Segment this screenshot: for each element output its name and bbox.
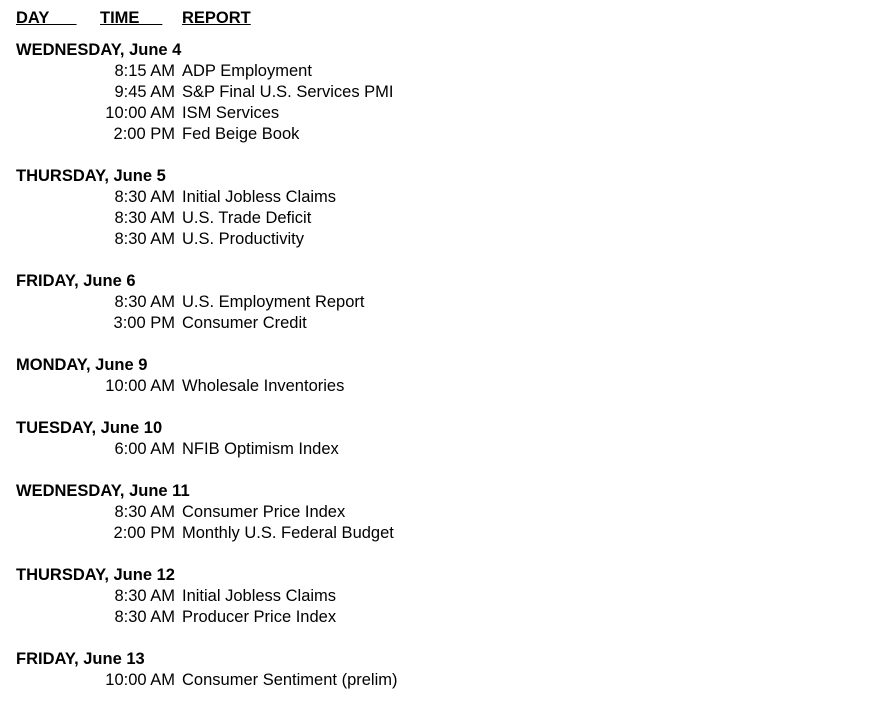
day-title: THURSDAY, June 12: [16, 566, 175, 584]
event-time: 3:00 PM: [113, 314, 175, 332]
event-report: Consumer Credit: [182, 314, 307, 332]
event-time: 8:30 AM: [114, 293, 175, 311]
event-row: [16, 208, 876, 229]
day-title: FRIDAY, June 13: [16, 650, 145, 668]
event-report: Consumer Price Index: [182, 503, 346, 521]
event-time: 8:30 AM: [114, 587, 175, 605]
event-time: 10:00 AM: [105, 377, 175, 395]
event-time: 2:00 PM: [113, 125, 175, 143]
day-block: [16, 649, 876, 691]
event-row: [16, 187, 876, 208]
event-row: [16, 61, 876, 82]
event-report: NFIB Optimism Index: [182, 440, 339, 458]
day-title: WEDNESDAY, June 4: [16, 41, 182, 59]
event-time: 8:30 AM: [114, 209, 175, 227]
event-time: 8:30 AM: [114, 230, 175, 248]
event-report: Initial Jobless Claims: [182, 587, 337, 605]
day-block: [16, 271, 876, 334]
event-row: [16, 313, 876, 334]
event-time: 9:45 AM: [114, 83, 175, 101]
day-title: THURSDAY, June 5: [16, 167, 166, 185]
event-report: U.S. Productivity: [182, 230, 304, 248]
day-title: TUESDAY, June 10: [16, 419, 163, 437]
day-block: [16, 418, 876, 460]
day-block: [16, 166, 876, 250]
event-time: 8:15 AM: [114, 62, 175, 80]
event-report: Monthly U.S. Federal Budget: [182, 524, 394, 542]
event-report: U.S. Trade Deficit: [182, 209, 312, 227]
event-report: S&P Final U.S. Services PMI: [182, 83, 394, 101]
day-title: MONDAY, June 9: [16, 356, 148, 374]
day-block: [16, 40, 876, 145]
event-time: 10:00 AM: [105, 671, 175, 689]
column-header-row: [16, 8, 876, 29]
day-block: [16, 355, 876, 397]
event-row: [16, 607, 876, 628]
event-report: Initial Jobless Claims: [182, 188, 337, 206]
day-block: [16, 481, 876, 544]
day-title: FRIDAY, June 6: [16, 272, 136, 290]
event-report: ISM Services: [182, 104, 280, 122]
event-time: 8:30 AM: [114, 608, 175, 626]
event-time: 8:30 AM: [114, 188, 175, 206]
day-block: [16, 565, 876, 628]
event-row: [16, 523, 876, 544]
event-report: Wholesale Inventories: [182, 377, 345, 395]
event-report: Consumer Sentiment (prelim): [182, 671, 398, 689]
day-column-header: DAY: [16, 9, 77, 27]
event-row: [16, 502, 876, 523]
event-row: [16, 82, 876, 103]
event-row: [16, 124, 876, 145]
event-time: 6:00 AM: [114, 440, 175, 458]
event-row: [16, 670, 876, 691]
event-row: [16, 376, 876, 397]
event-time: 10:00 AM: [105, 104, 175, 122]
event-report: U.S. Employment Report: [182, 293, 365, 311]
event-row: [16, 229, 876, 250]
economic-calendar: [16, 8, 876, 691]
event-row: [16, 439, 876, 460]
day-title: WEDNESDAY, June 11: [16, 482, 190, 500]
event-time: 8:30 AM: [114, 503, 175, 521]
event-row: [16, 586, 876, 607]
report-column-header: REPORT: [182, 9, 251, 27]
event-row: [16, 292, 876, 313]
event-report: Producer Price Index: [182, 608, 337, 626]
event-row: [16, 103, 876, 124]
event-report: Fed Beige Book: [182, 125, 300, 143]
time-column-header: TIME: [100, 9, 163, 27]
event-report: ADP Employment: [182, 62, 312, 80]
event-time: 2:00 PM: [113, 524, 175, 542]
